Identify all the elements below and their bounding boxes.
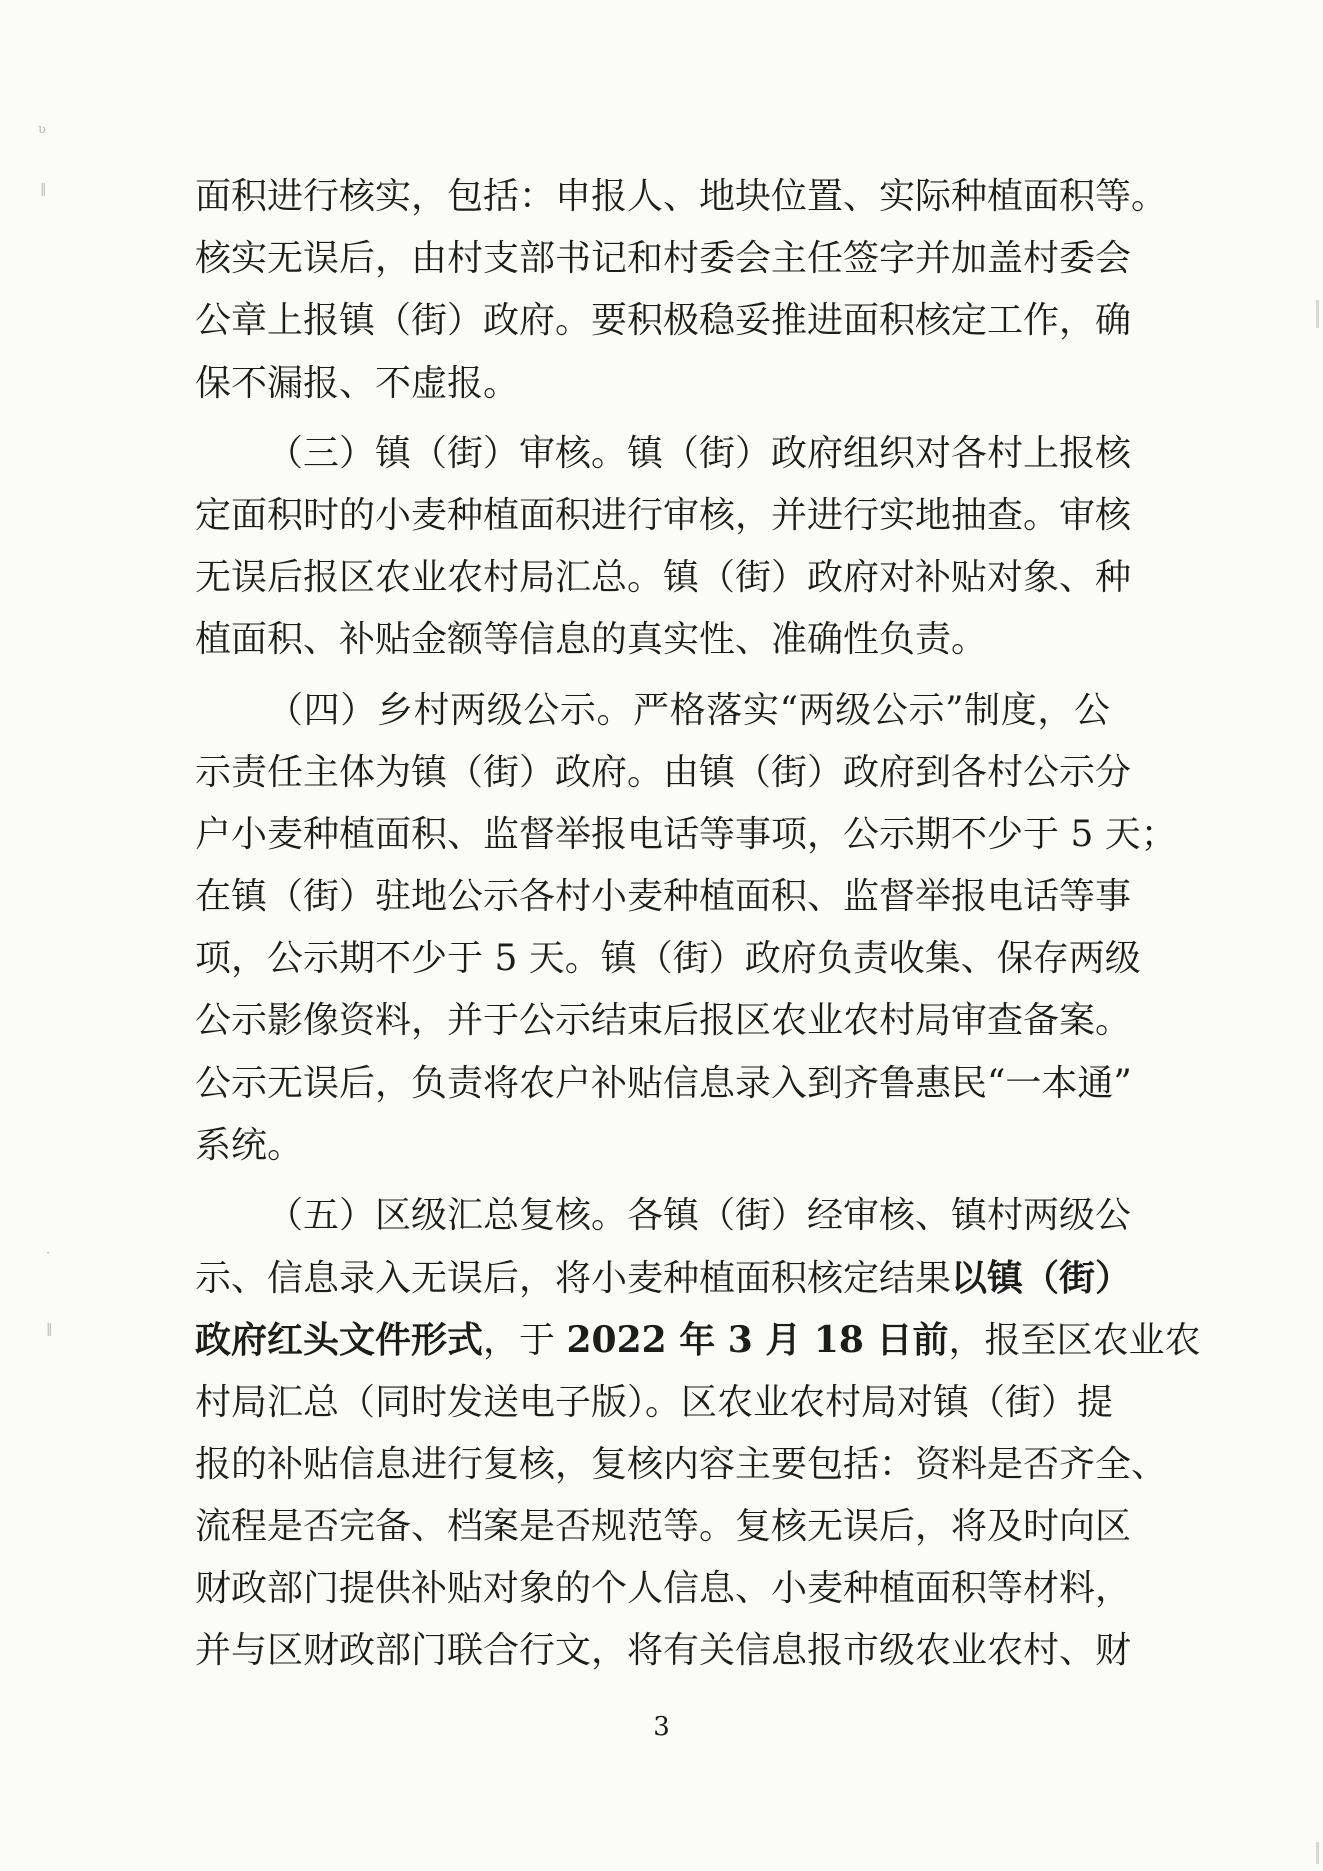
text-line: 项，公示期不少于 5 天。镇（街）政府负责收集、保存两级	[195, 938, 1141, 980]
text-run: ，于	[483, 1320, 567, 1362]
bold-deadline-date: 2022 年 3 月 18 日前	[566, 1319, 949, 1362]
bold-text-run: 政府红头文件形式	[195, 1319, 484, 1362]
text-line: 公章上报镇（街）政府。要积极稳妥推进面积核定工作，确	[195, 300, 1132, 342]
scan-edge-mark	[1316, 1842, 1319, 1864]
text-line: 核实无误后，由村支部书记和村委会主任签字并加盖村委会	[195, 238, 1132, 280]
text-run: ，报至区农业农	[948, 1320, 1201, 1362]
scan-speck: ·	[46, 1246, 51, 1261]
text-line: 无误后报区农业农村局汇总。镇（街）政府对补贴对象、种	[195, 557, 1132, 599]
scan-edge-mark	[1316, 300, 1319, 328]
text-line: 植面积、补贴金额等信息的真实性、准确性负责。	[195, 619, 988, 661]
text-line: 保不漏报、不虚报。	[195, 362, 520, 404]
body-text	[195, 166, 1201, 1683]
scan-speck: ʋ	[38, 122, 46, 137]
scan-speck: ‖	[46, 1322, 53, 1337]
text-line: 并与区财政部门联合行文，将有关信息报市级农业农村、财	[195, 1630, 1132, 1672]
text-line: 报的补贴信息进行复核，复核内容主要包括：资料是否齐全、	[195, 1443, 1168, 1485]
text-line: 公示影像资料，并于公示结束后报区农业农村局审查备案。	[195, 1000, 1132, 1042]
text-line	[195, 1309, 1201, 1371]
text-line: 财政部门提供补贴对象的个人信息、小麦种植面积等材料，	[195, 1568, 1132, 1610]
paragraph-district-review	[195, 1185, 1201, 1683]
text-line: 户小麦种植面积、监督举报电话等事项，公示期不少于 5 天；	[195, 813, 1177, 855]
scan-speck: ‖	[40, 182, 47, 197]
text-line: 示责任主体为镇（街）政府。由镇（街）政府到各村公示分	[195, 751, 1132, 793]
text-line: 公示无误后，负责将农户补贴信息录入到齐鲁惠民“一本通”	[195, 1062, 1132, 1104]
text-line: （四）乡村两级公示。严格落实“两级公示”制度，公	[267, 689, 1110, 731]
text-line: 在镇（街）驻地公示各村小麦种植面积、监督举报电话等事	[195, 876, 1132, 918]
page-number: 3	[653, 1712, 670, 1742]
text-line: 系统。	[195, 1124, 304, 1166]
text-line: （五）区级汇总复核。各镇（街）经审核、镇村两级公	[267, 1195, 1132, 1236]
paragraph-two-level-publicity	[195, 680, 1177, 1178]
paragraph-area-verification	[195, 166, 1168, 415]
text-line: （三）镇（街）审核。镇（街）政府组织对各村上报核	[267, 432, 1132, 474]
text-line: 定面积时的小麦种植面积进行审核，并进行实地抽查。审核	[195, 494, 1132, 536]
text-line	[195, 1247, 1132, 1309]
text-line: 流程是否完备、档案是否规范等。复核无误后，将及时向区	[195, 1505, 1132, 1547]
text-run: 示、信息录入无误后，将小麦种植面积核定结果	[195, 1258, 952, 1300]
text-line: 村局汇总（同时发送电子版）。区农业农村局对镇（街）提	[195, 1381, 1114, 1423]
text-line: 面积进行核实，包括：申报人、地块位置、实际种植面积等。	[195, 176, 1168, 217]
paragraph-town-review	[195, 423, 1132, 672]
bold-text-run: 以镇（街）	[951, 1257, 1132, 1300]
